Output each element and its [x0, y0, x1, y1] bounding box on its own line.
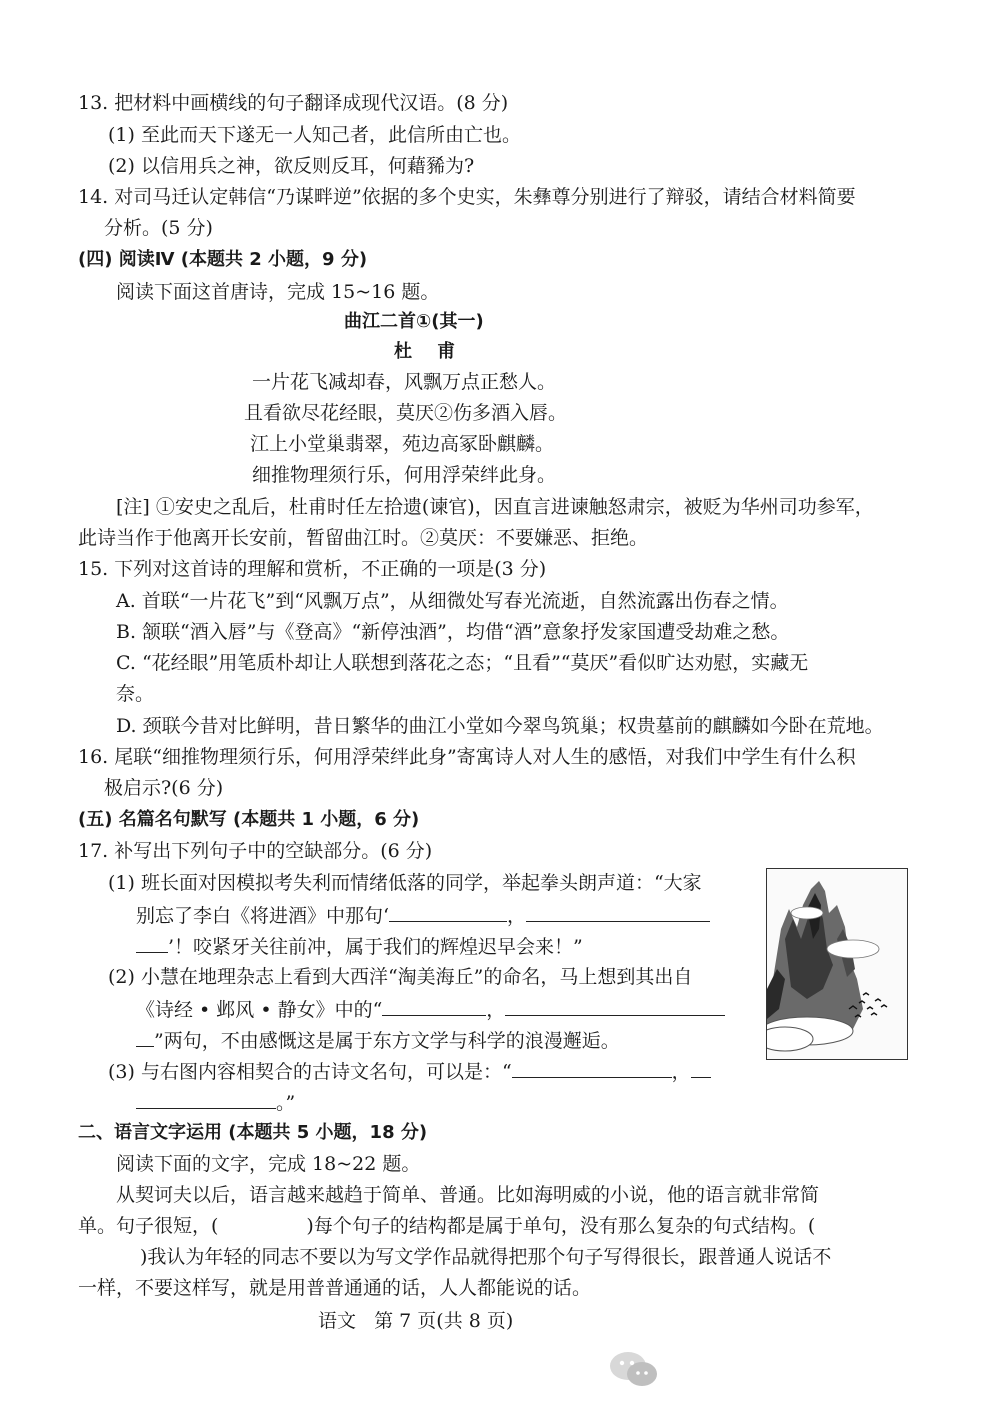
- q17-part-1-end: ’！咬紧牙关往前冲，属于我们的辉煌迟早会来！”: [168, 936, 583, 958]
- q17-part-2-text: 《诗经 • 邺风 • 静女》中的“: [136, 999, 383, 1021]
- passage-line-3: [78, 1244, 831, 1270]
- passage-line-2: [78, 1213, 815, 1239]
- section-2-intro: 阅读下面的文字，完成 18~22 题。: [116, 1153, 421, 1175]
- passage-line-3-text: )我认为年轻的同志不要以为写文学作品就得把那个句子写得很长，跟普通人说话不: [140, 1246, 832, 1268]
- q15-option-c-line-1: C. “花经眼”用笔质朴却让人联想到落花之态；“且看”“莫厌”看似旷达劝慰，实藏无: [116, 652, 809, 674]
- q17-part-3-line-2: [136, 1088, 295, 1116]
- q17-part-2-line-2: [136, 995, 725, 1023]
- q17-blank-2b[interactable]: [505, 995, 725, 1016]
- q17-blank-3c[interactable]: [136, 1088, 276, 1109]
- poem-line-4: 细推物理须行乐，何用浮荣绊此身。: [252, 464, 557, 486]
- poem-note-line-2: 此诗当作于他离开长安前，暂留曲江时。②莫厌：不要嫌恶、拒绝。: [78, 527, 649, 549]
- q17-comma: ，: [507, 905, 527, 927]
- q15-option-c-line-2: 奈。: [116, 683, 155, 705]
- q17-comma: ，: [671, 1061, 691, 1083]
- q17-part-2-line-3: [136, 1026, 620, 1054]
- q13-sentence-1: (1) 至此而天下遂无一人知己者，此信所由亡也。: [108, 124, 521, 146]
- q17-blank-3a[interactable]: [512, 1057, 672, 1078]
- poem-line-1: 一片花飞减却春，风飘万点正愁人。: [252, 371, 557, 393]
- poem-note-line-1: [注] ①安史之乱后，杜甫时任左拾遗(谏官)，因直言进谏触怒肃宗，被贬为华州司功参军，: [116, 496, 874, 518]
- passage-line-2-end: )每个句子的结构都是属于单句，没有那么复杂的句式结构。(: [306, 1215, 816, 1237]
- q14-line-2: 分析。(5 分): [104, 217, 213, 239]
- q15-stem: 15. 下列对这首诗的理解和赏析，不正确的一项是(3 分): [78, 558, 547, 580]
- q15-option-a: A. 首联“一片花飞”到“风飘万点”，从细微处写春光流逝，自然流露出伤春之情。: [116, 590, 789, 612]
- q14-line-1: 14. 对司马迁认定韩信“乃谋畔逆”依据的多个史实，朱彝尊分别进行了辩驳，请结合材料简要: [78, 186, 856, 208]
- q17-part-2-end: ”两句，不由感慨这是属于东方文学与科学的浪漫邂逅。: [154, 1030, 620, 1052]
- q17-blank-2c[interactable]: [136, 1026, 154, 1047]
- q17-part-3-line-1: [108, 1057, 711, 1085]
- q13-sentence-2: (2) 以信用兵之神，欲反则反耳，何藉豨为?: [108, 155, 475, 177]
- q17-part-1-line-2: [136, 901, 710, 929]
- q15-option-b: B. 颔联“酒入唇”与《登高》“新停浊酒”，均借“酒”意象抒发家国遭受劫难之愁。: [116, 621, 790, 643]
- passage-line-4: 一样，不要这样写，就是用普普通通的话，人人都能说的话。: [78, 1277, 592, 1299]
- section-5-heading: (五) 名篇名句默写 (本题共 1 小题，6 分): [78, 809, 420, 830]
- section-4-heading: (四) 阅读Ⅳ (本题共 2 小题，9 分): [78, 249, 368, 270]
- q17-stem: 17. 补写出下列句子中的空缺部分。(6 分): [78, 840, 433, 862]
- q17-blank-2a[interactable]: [382, 995, 486, 1016]
- poem-title: 曲江二首①(其一): [344, 311, 484, 332]
- q17-blank-3b[interactable]: [691, 1057, 711, 1078]
- q17-part-1-line-1: (1) 班长面对因模拟考失利而情绪低落的同学，举起拳头朗声道：“大家: [108, 872, 702, 894]
- q17-blank-1b[interactable]: [526, 901, 710, 922]
- section-2-heading: 二、语言文字运用 (本题共 5 小题，18 分): [78, 1122, 428, 1143]
- poem-line-3: 江上小堂巢翡翠，苑边高冢卧麒麟。: [250, 433, 555, 455]
- page-footer: 语文 第 7 页(共 8 页): [318, 1310, 514, 1332]
- wechat-icon: [604, 1346, 666, 1392]
- q17-part-1-text: 别忘了李白《将进酒》中那句‘: [136, 905, 390, 927]
- q15-option-d: D. 颈联今昔对比鲜明，昔日繁华的曲江小堂如今翠鸟筑巢；权贵墓前的麒麟如今卧在荒地。: [116, 715, 884, 737]
- q13-stem: 13. 把材料中画横线的句子翻译成现代汉语。(8 分): [78, 92, 509, 114]
- section-4-intro: 阅读下面这首唐诗，完成 15~16 题。: [116, 281, 440, 303]
- mountain-painting-illustration: [767, 869, 907, 1059]
- q17-part-3-text: (3) 与右图内容相契合的古诗文名句，可以是：“: [108, 1061, 512, 1083]
- q17-part-2-line-1: (2) 小慧在地理杂志上看到大西洋“淘美海丘”的命名，马上想到其出自: [108, 966, 693, 988]
- q17-comma: ，: [486, 999, 506, 1021]
- passage-line-1: 从契诃夫以后，语言越来越趋于简单、普通。比如海明威的小说，他的语言就非常简: [116, 1184, 820, 1206]
- landscape-painting: [766, 868, 908, 1060]
- poem-line-2: 且看欲尽花经眼，莫厌②伤多酒入唇。: [244, 402, 568, 424]
- q17-part-1-line-3: [136, 932, 583, 960]
- q17-blank-1c[interactable]: [136, 932, 168, 953]
- q17-part-3-end: 。”: [276, 1092, 296, 1114]
- q16-line-2: 极启示?(6 分): [104, 777, 224, 799]
- q17-blank-1a[interactable]: [389, 901, 507, 922]
- passage-line-2-start: 单。句子很短，(: [78, 1215, 219, 1237]
- q16-line-1: 16. 尾联“细推物理须行乐，何用浮荣绊此身”寄寓诗人对人生的感悟，对我们中学生有什么积: [78, 746, 856, 768]
- poem-author: 杜 甫: [394, 341, 456, 362]
